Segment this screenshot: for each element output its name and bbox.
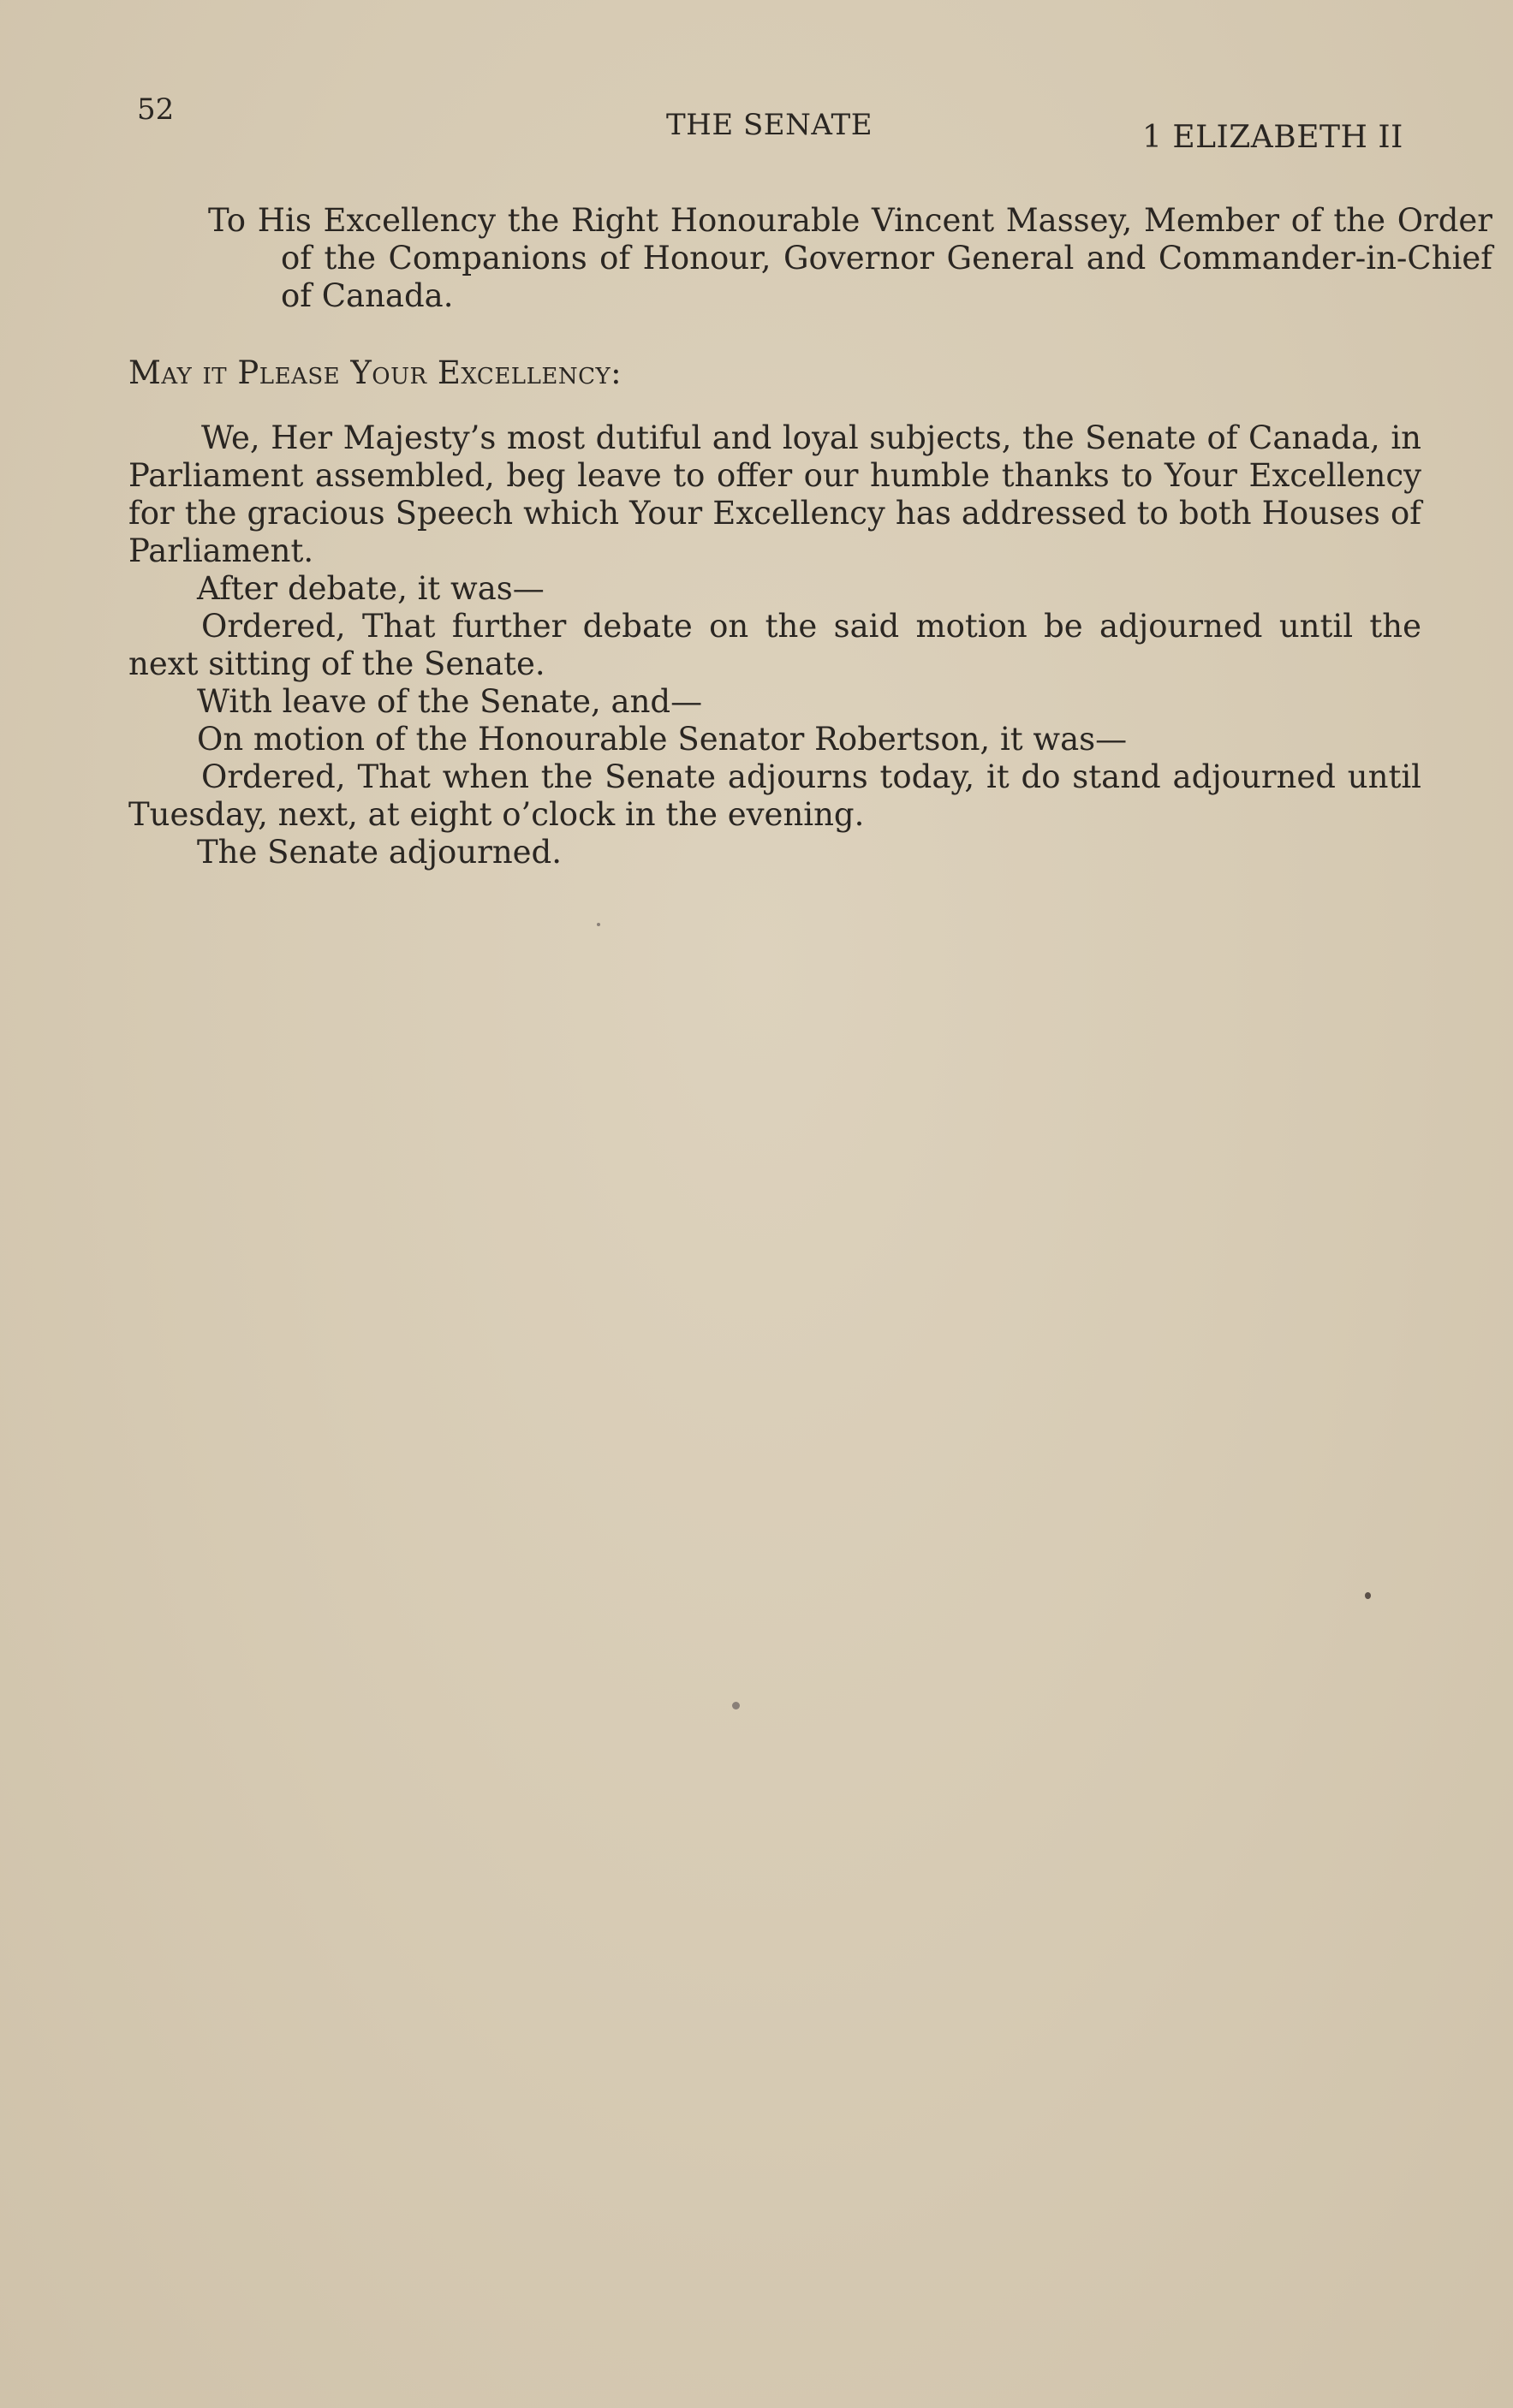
address-paragraph: We, Her Majesty’s most dutiful and loyal subjects, the Senate of Canada, in Parliament assembled, beg leave to offer our humble thanks to Your Excellency for the gracious Speech which Your Excellency has addressed to both Houses of Parliament.: [128, 419, 1421, 569]
paper-speck: [597, 923, 600, 926]
leave-line: With leave of the Senate, and—: [197, 683, 703, 720]
paper-speck: [1365, 1592, 1371, 1599]
paper-speck: [732, 1702, 740, 1709]
debate-intro: After debate, it was—: [197, 570, 545, 607]
journal-body: [128, 202, 1492, 871]
motion-line: On motion of the Honourable Senator Robertson, it was—: [197, 721, 1128, 758]
regnal-year: 1 ELIZABETH II: [1142, 120, 1403, 155]
salutation: May it Please Your Excellency:: [128, 354, 622, 391]
adjournment-order: Ordered, That when the Senate adjourns today, it do stand adjourned until Tuesday, next, at eight o’clock in the evening.: [128, 758, 1421, 833]
page-number: 52: [137, 92, 175, 127]
address-heading: To His Excellency the Right Honourable Vincent Massey, Member of the Order of the Companions of Honour, Governor General and Commander-in-Chief of Canada.: [208, 202, 1492, 314]
closing-line: The Senate adjourned.: [197, 834, 563, 871]
running-title: THE SENATE: [666, 108, 873, 142]
debate-order: Ordered, That further debate on the said motion be adjourned until the next sitting of the Senate.: [128, 608, 1421, 682]
